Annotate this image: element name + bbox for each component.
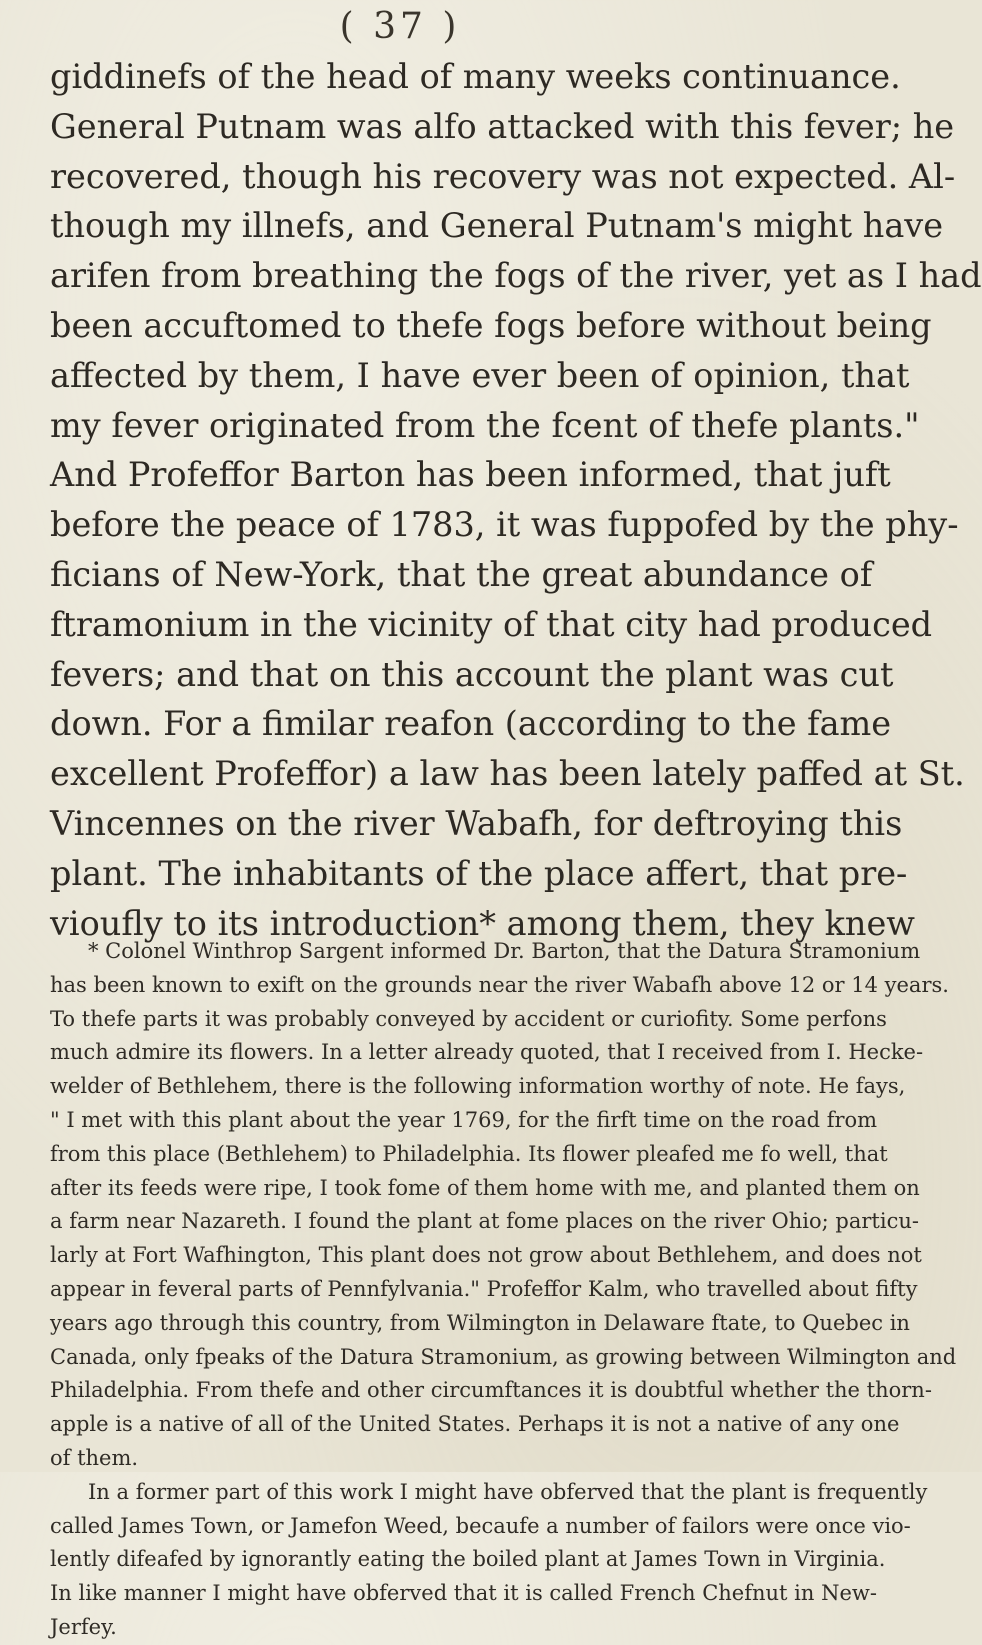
body-line: ftramonium in the vicinity of that city had produced bbox=[50, 604, 933, 644]
footnote-line: welder of Bethlehem, there is the following information worthy of note. He fays, bbox=[50, 1074, 906, 1099]
footnote-line: of them. bbox=[50, 1445, 139, 1470]
footnote-line: larly at Fort Wafhington, This plant does not grow about Bethlehem, and does not bbox=[50, 1243, 922, 1268]
footnote-line: lently difeafed by ignorantly eating the boiled plant at James Town in Virginia. bbox=[50, 1547, 886, 1572]
body-line: vioufly to its introduction* among them, they knew bbox=[50, 903, 915, 943]
body-line: excellent Profeffor) a law has been lately paffed at St. bbox=[50, 754, 965, 794]
footnote-line: " I met with this plant about the year 1769, for the firft time on the road from bbox=[50, 1107, 878, 1132]
body-line: down. For a fimilar reafon (according to the fame bbox=[50, 704, 892, 744]
body-line: arifen from breathing the fogs of the river, yet as I had bbox=[50, 256, 982, 296]
footnote-line: In a former part of this work I might have obferved that the plant is frequently bbox=[88, 1479, 928, 1504]
footnote-line: a farm near Nazareth. I found the plant at fome places on the river Ohio; particu- bbox=[50, 1209, 919, 1234]
footnote-line: Jerfey. bbox=[50, 1614, 117, 1639]
footnote-line: years ago through this country, from Wilmington in Delaware ftate, to Quebec in bbox=[50, 1310, 910, 1335]
footnote-line: apple is a native of all of the United States. Perhaps it is not a native of any one bbox=[50, 1412, 900, 1437]
footnote-line: To thefe parts it was probably conveyed by accident or curiofity. Some perfons bbox=[50, 1006, 887, 1031]
footnote-line: In like manner I might have obferved that it is called French Chefnut in New- bbox=[50, 1581, 877, 1606]
footnote-line: * Colonel Winthrop Sargent informed Dr. Barton, that the Datura Stramonium bbox=[88, 939, 921, 963]
body-line: affected by them, I have ever been of opinion, that bbox=[50, 355, 910, 395]
footnote-line: after its feeds were ripe, I took fome of them home with me, and planted them on bbox=[50, 1175, 920, 1200]
body-line: before the peace of 1783, it was fuppofed by the phy- bbox=[50, 505, 959, 545]
body-line: plant. The inhabitants of the place affert, that pre- bbox=[50, 853, 908, 893]
body-line: my fever originated from the fcent of thefe plants." bbox=[50, 405, 920, 445]
body-line: Vincennes on the river Wabafh, for deftroying this bbox=[50, 803, 903, 843]
body-line: fevers; and that on this account the plant was cut bbox=[50, 654, 894, 694]
page-number: ( 37 ) bbox=[339, 6, 461, 47]
footnote-line: Philadelphia. From thefe and other circumftances it is doubtful whether the thorn- bbox=[50, 1378, 932, 1403]
footnote bbox=[50, 935, 957, 1645]
main-body-text bbox=[50, 52, 982, 948]
body-line: And Profeffor Barton has been informed, that juft bbox=[50, 455, 891, 495]
footnote-line: has been known to exift on the grounds near the river Wabafh above 12 or 14 years. bbox=[50, 972, 949, 997]
footnote-line: much admire its flowers. In a letter already quoted, that I received from I. Hecke- bbox=[50, 1040, 924, 1065]
body-line: been accuftomed to thefe fogs before without being bbox=[50, 305, 932, 345]
footnote-line: Canada, only fpeaks of the Datura Stramonium, as growing between Wilmington and bbox=[50, 1344, 957, 1369]
body-line: giddinefs of the head of many weeks continuance. bbox=[50, 57, 901, 96]
footnote-line: called James Town, or Jamefon Weed, becaufe a number of failors were once vio- bbox=[50, 1513, 911, 1538]
body-line: though my illnefs, and General Putnam's might have bbox=[50, 206, 944, 246]
body-line: recovered, though his recovery was not expected. Al- bbox=[50, 156, 956, 196]
footnote-line: appear in feveral parts of Pennfylvania." Profeffor Kalm, who travelled about fifty bbox=[50, 1276, 918, 1301]
footnote-line: from this place (Bethlehem) to Philadelphia. Its flower pleafed me fo well, that bbox=[50, 1141, 888, 1166]
body-line: ficians of New-York, that the great abundance of bbox=[50, 554, 873, 594]
body-line: General Putnam was alfo attacked with this fever; he bbox=[50, 106, 955, 146]
